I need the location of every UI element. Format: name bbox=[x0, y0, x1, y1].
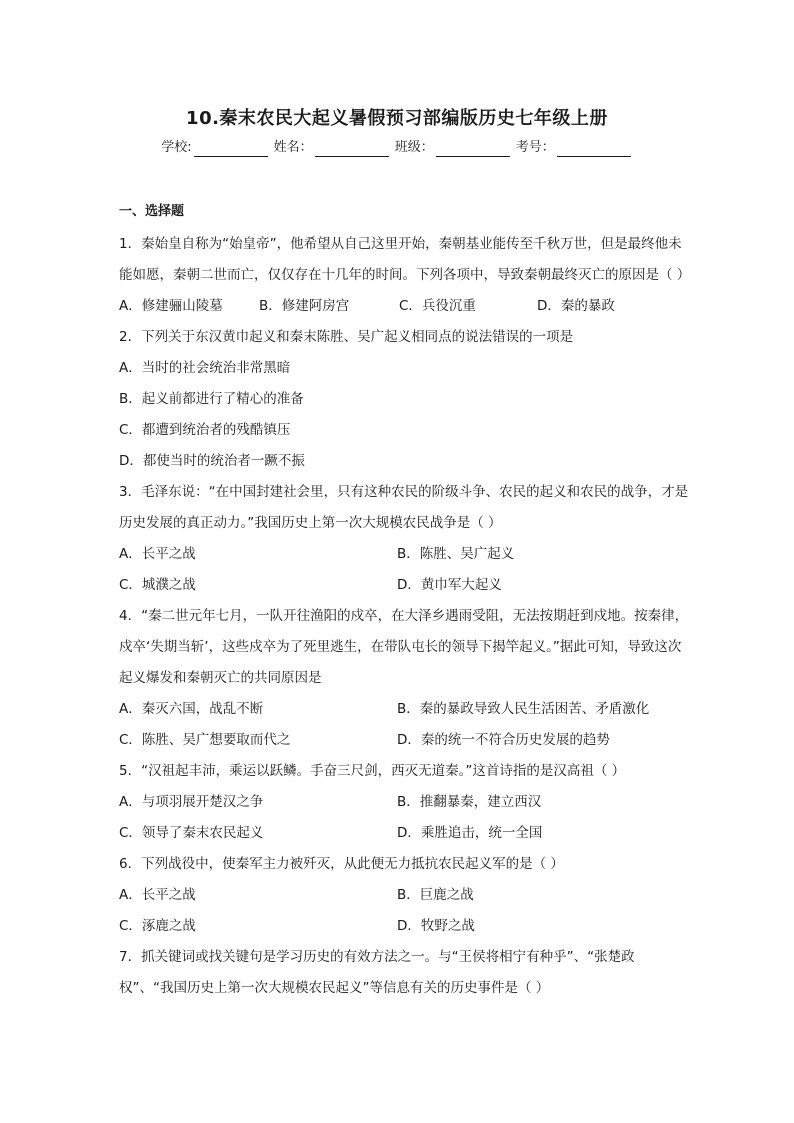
question-6-options-row-2 bbox=[119, 911, 689, 942]
question-1-option-a[interactable]: A．修建骊山陵墓 bbox=[119, 298, 223, 314]
question-4-option-b[interactable]: B．秦的暴政导致人民生活困苦、矛盾激化 bbox=[397, 701, 650, 717]
question-1-stem: 1．秦始皇自称为“始皇帝”，他希望从自己这里开始，秦朝基业能传至千秋万世，但是最终他未能如愿，秦朝二世而亡，仅仅存在十几年的时间。下列各项中，导致秦朝最终灭亡的原因是（ ） bbox=[119, 236, 691, 283]
question-3-options-row-2 bbox=[119, 570, 689, 601]
question-4-option-c[interactable]: C．陈胜、吴广想要取而代之 bbox=[119, 732, 291, 748]
student-info-row bbox=[0, 139, 794, 157]
question-6-option-a[interactable]: A．长平之战 bbox=[119, 887, 196, 903]
class-field bbox=[395, 139, 512, 157]
question-6-option-b[interactable]: B．巨鹿之战 bbox=[397, 887, 474, 903]
question-7-stem: 7．抓关键词或找关键句是学习历史的有效方法之一。与“王侯将相宁有种乎”、“张楚政权”、“我国历史上第一次大规模农民起义”等信息有关的历史事件是（ ） bbox=[119, 949, 635, 996]
question-3-option-a[interactable]: A．长平之战 bbox=[119, 546, 196, 562]
question-5-options-row-1 bbox=[119, 787, 689, 818]
question-4-options-row-1 bbox=[119, 694, 689, 725]
question-4-option-d[interactable]: D．秦的统一不符合历史发展的趋势 bbox=[397, 732, 610, 748]
question-4-options-row-2 bbox=[119, 725, 689, 756]
question-6-options-row-1 bbox=[119, 880, 689, 911]
question-2-stem: 2．下列关于东汉黄巾起义和秦末陈胜、吴广起义相同点的说法错误的一项是 bbox=[119, 329, 574, 345]
school-label: 学校: bbox=[161, 140, 192, 155]
question-1-option-c[interactable]: C．兵役沉重 bbox=[399, 298, 476, 314]
question-4-option-a[interactable]: A．秦灭六国，战乱不断 bbox=[119, 701, 264, 717]
section-title: 一、选择题 bbox=[119, 204, 185, 219]
question-6-option-c[interactable]: C．涿鹿之战 bbox=[119, 918, 196, 934]
question-3-option-b[interactable]: B．陈胜、吴广起义 bbox=[397, 546, 515, 562]
question-1-option-b[interactable]: B．修建阿房宫 bbox=[259, 298, 350, 314]
question-6-option-d[interactable]: D．牧野之战 bbox=[397, 918, 475, 934]
exam-number-blank[interactable] bbox=[557, 142, 631, 157]
question-5-stem: 5．“汉祖起丰沛，乘运以跃鳞。手奋三尺剑，西灭无道秦。”这首诗指的是汉高祖（ ） bbox=[119, 763, 626, 779]
page-title: 10.秦末农民大起义暑假预习部编版历史七年级上册 bbox=[186, 108, 608, 129]
question-5-option-c[interactable]: C．领导了秦末农民起义 bbox=[119, 825, 264, 841]
question-5-option-b[interactable]: B．推翻暴秦，建立西汉 bbox=[397, 794, 542, 810]
question-content bbox=[119, 203, 689, 1004]
question-2-option-a[interactable]: A．当时的社会统治非常黑暗 bbox=[119, 360, 291, 376]
class-label: 班级： bbox=[394, 140, 434, 155]
question-1-option-d[interactable]: D．秦的暴政 bbox=[537, 298, 615, 314]
question-5-option-a[interactable]: A．与项羽展开楚汉之争 bbox=[119, 794, 264, 810]
question-6-stem: 6．下列战役中，使秦军主力被歼灭，从此便无力抵抗农民起义军的是（ ） bbox=[119, 856, 564, 872]
name-blank[interactable] bbox=[315, 142, 389, 157]
school-blank[interactable] bbox=[194, 142, 268, 157]
exam-number-field bbox=[516, 139, 633, 157]
name-field bbox=[274, 139, 391, 157]
question-5-options-row-2 bbox=[119, 818, 689, 849]
class-blank[interactable] bbox=[436, 142, 510, 157]
question-3-options-row-1 bbox=[119, 539, 689, 570]
question-1-options bbox=[119, 291, 689, 322]
question-3-option-d[interactable]: D．黄巾军大起义 bbox=[397, 577, 502, 593]
question-5-option-d[interactable]: D．乘胜追击，统一全国 bbox=[397, 825, 543, 841]
question-4-stem: 4．“秦二世元年七月，一队开往渔阳的戍卒，在大泽乡遇雨受阻，无法按期赶到戍地。按秦律，戍卒‘失期当斩’，这些戍卒为了死里逃生，在带队屯长的领导下揭竿起义。”据此可知，导致这次起义爆发和秦朝灭亡的共同原因是 bbox=[119, 608, 689, 686]
name-label: 姓名： bbox=[273, 140, 313, 155]
question-3-stem: 3．毛泽东说：“在中国封建社会里，只有这种农民的阶级斗争、农民的起义和农民的战争，才是历史发展的真正动力。”我国历史上第一次大规模农民战争是（ ） bbox=[119, 484, 689, 531]
question-2-option-b[interactable]: B．起义前都进行了精心的准备 bbox=[119, 391, 304, 407]
question-3-option-c[interactable]: C．城濮之战 bbox=[119, 577, 196, 593]
school-field bbox=[161, 139, 269, 157]
question-2-option-c[interactable]: C．都遭到统治者的残酷镇压 bbox=[119, 422, 291, 438]
exam-number-label: 考号： bbox=[515, 140, 555, 155]
question-2-option-d[interactable]: D．都使当时的统治者一蹶不振 bbox=[119, 453, 305, 469]
